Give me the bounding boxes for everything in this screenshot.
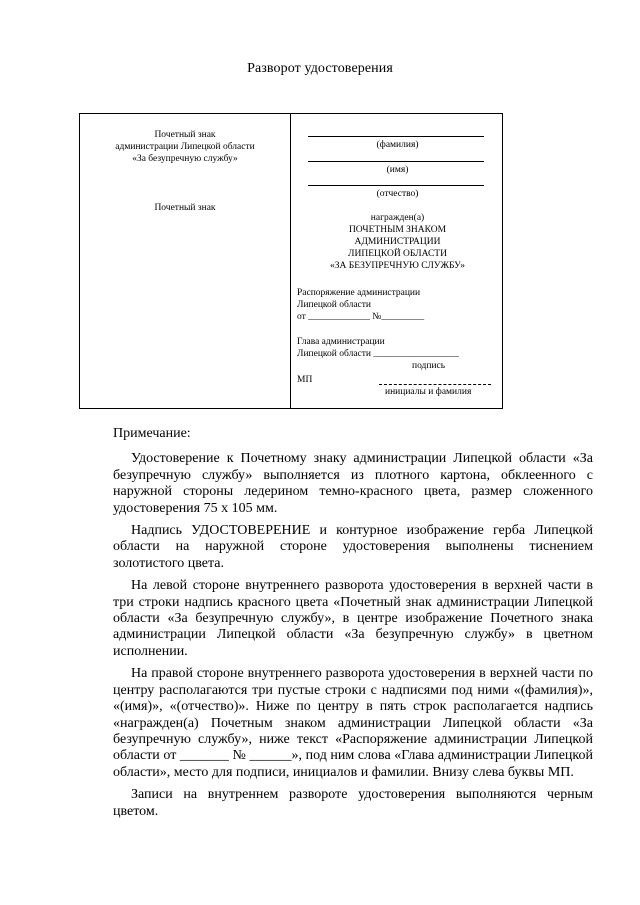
paragraph: Надпись УДОСТОВЕРЕНИЕ и контурное изображение герба Липецкой области на наружной стороне удостоверения выполнены тиснением золотистого цвета. xyxy=(113,523,593,571)
left-page-heading xyxy=(80,129,290,165)
initials-caption: инициалы и фамилия xyxy=(385,387,472,397)
award-line: АДМИНИСТРАЦИИ xyxy=(354,237,441,247)
patronymic-line xyxy=(308,185,484,186)
paragraph: Удостоверение к Почетному знаку администрации Липецкой области «За безупречную службу» выполняется из плотного картона, обклеенного с наружной стороны ледерином темно-красного цвета, размер сложенного удостоверения 75 х 105 мм. xyxy=(113,451,593,516)
award-text xyxy=(291,212,504,272)
note-label: Примечание: xyxy=(113,426,191,441)
order-line-1: Распоряжение администрации xyxy=(297,288,421,298)
paragraph: На левой стороне внутреннего разворота удостоверения в верхней части в три строки надпись красного цвета «Почетный знак администрации Липецкой области «За безупречную службу», в центре изображение Почетного знака администрации Липецкой области «За безупречную службу» в цветном исполнении. xyxy=(113,578,593,659)
left-heading-line: Почетный знак xyxy=(154,130,216,140)
name-line xyxy=(308,161,484,162)
left-heading-line: «За безупречную службу» xyxy=(132,154,238,164)
paragraph: На правой стороне внутреннего разворота удостоверения в верхней части по центру располагаются три пустые строки с надписями под ними «(фамилия)», «(имя)», «(отчество)». Ниже по центру в пять строк располагается надпись «награжден(а) Почетным знаком администрации Липецкой области «За безупречную службу», ниже текст «Распоряжение администрации Липецкой области от _______ № ______», под ним слова «Глава администрации Липецкой области», место для подписи, инициалов и фамилии. Внизу слева буквы МП. xyxy=(113,666,593,780)
order-line-2: Липецкой области xyxy=(297,300,372,310)
award-line: ЛИПЕЦКОЙ ОБЛАСТИ xyxy=(348,249,447,259)
patronymic-caption: (отчество) xyxy=(376,189,419,199)
badge-image-caption: Почетный знак xyxy=(154,203,216,213)
signature-caption: подпись xyxy=(412,361,446,371)
head-line-1: Глава администрации xyxy=(297,337,385,347)
award-line: «ЗА БЕЗУПРЕЧНУЮ СЛУЖБУ» xyxy=(330,261,465,271)
order-date-number: от _____________ №_________ xyxy=(297,312,425,322)
right-page xyxy=(291,114,504,408)
seal-mark: МП xyxy=(297,375,313,385)
left-heading-line: администрации Липецкой области xyxy=(115,142,255,152)
award-line: награжден(а) xyxy=(370,213,425,223)
note-section xyxy=(113,426,593,826)
award-line: ПОЧЕТНЫМ ЗНАКОМ xyxy=(348,225,447,235)
name-caption: (имя) xyxy=(386,165,409,175)
paragraph: Записи на внутреннем развороте удостоверения выполняются черным цветом. xyxy=(113,787,593,819)
page-title: Разворот удостоверения xyxy=(247,61,393,76)
surname-line xyxy=(308,136,484,137)
initials-line xyxy=(379,384,491,385)
certificate-spread xyxy=(79,113,503,409)
head-line-2: Липецкой области __________________ xyxy=(297,349,459,359)
surname-caption: (фамилия) xyxy=(376,140,419,150)
